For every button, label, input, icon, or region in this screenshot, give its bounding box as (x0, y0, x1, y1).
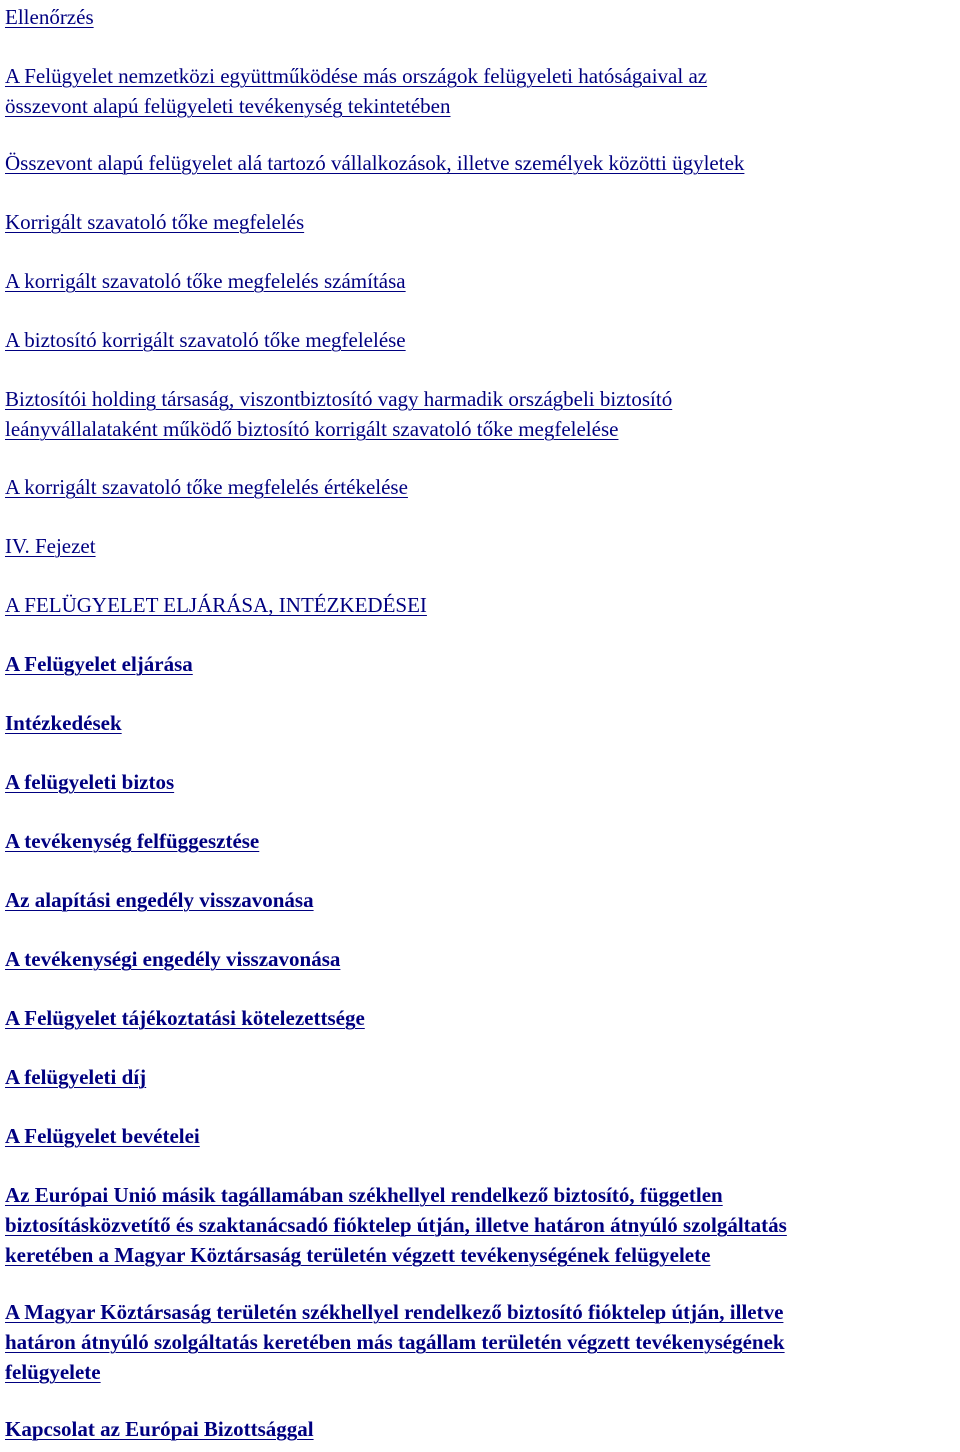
toc-link[interactable] (5, 328, 406, 352)
toc-link-text: A Felügyelet eljárása (5, 652, 193, 676)
toc-link-text: Az Európai Unió másik tagállamában székhellyel rendelkező biztosító, független (5, 1183, 723, 1207)
toc-link[interactable] (5, 1300, 785, 1384)
toc-link[interactable] (5, 5, 94, 29)
toc-link-text: IV. Fejezet (5, 534, 96, 558)
toc-link-text: A Magyar Köztársaság területén székhellyel rendelkező biztosító fióktelep útján, illetve (5, 1300, 784, 1324)
toc-link[interactable] (5, 269, 406, 293)
toc-entry (5, 708, 958, 738)
toc-entry (5, 148, 958, 178)
toc-entry (5, 266, 958, 296)
toc-link[interactable] (5, 64, 707, 118)
toc-link-text: A tevékenységi engedély visszavonása (5, 947, 341, 971)
toc-link[interactable] (5, 947, 340, 971)
toc-entry (5, 767, 958, 797)
toc-link-text: Intézkedések (5, 711, 122, 735)
toc-link-text: A tevékenység felfüggesztése (5, 829, 260, 853)
toc-link-text: A Felügyelet bevételei (5, 1124, 200, 1148)
toc-link-text: A FELÜGYELET ELJÁRÁSA, INTÉZKEDÉSEI (5, 593, 427, 617)
toc-entry (5, 1121, 958, 1151)
toc-link-text: A korrigált szavatoló tőke megfelelés számítása (5, 269, 406, 293)
toc-link[interactable] (5, 1065, 146, 1089)
toc-link-text: Ellenőrzés (5, 5, 94, 29)
toc-entry (5, 649, 958, 679)
toc-link[interactable] (5, 711, 122, 735)
toc-link[interactable] (5, 210, 304, 234)
toc-link-text: határon átnyúló szolgáltatás keretében más tagállam területén végzett tevékenységének (5, 1330, 785, 1354)
toc-link[interactable] (5, 770, 174, 794)
toc-entry (5, 472, 958, 502)
toc-link[interactable] (5, 1183, 787, 1267)
toc-link[interactable] (5, 1006, 365, 1030)
toc-entry (5, 1180, 958, 1270)
toc-link-text: A felügyeleti biztos (5, 770, 175, 794)
toc-link-text: Korrigált szavatoló tőke megfelelés (5, 210, 305, 234)
toc-link-text: A Felügyelet tájékoztatási kötelezettsége (5, 1006, 365, 1030)
toc-entry (5, 826, 958, 856)
toc-link-text: A felügyeleti díj (5, 1065, 147, 1089)
toc-entry (5, 1003, 958, 1033)
toc-entry (5, 1297, 958, 1387)
toc-link[interactable] (5, 475, 408, 499)
toc-entry (5, 531, 958, 561)
toc-entry (5, 2, 958, 32)
toc-entry (5, 207, 958, 237)
toc-link-text: Biztosítói holding társaság, viszontbiztosító vagy harmadik országbeli biztosító (5, 387, 673, 411)
toc-link-text: Kapcsolat az Európai Bizottsággal (5, 1417, 314, 1441)
toc-link[interactable] (5, 888, 314, 912)
toc-link[interactable] (5, 829, 259, 853)
toc-link-text: összevont alapú felügyeleti tevékenység tekintetében (5, 94, 451, 118)
toc-link-text: Az alapítási engedély visszavonása (5, 888, 314, 912)
toc-entry (5, 384, 958, 444)
toc-link[interactable] (5, 1417, 314, 1441)
toc-link-text: biztosításközvetítő és szaktanácsadó fióktelep útján, illetve határon átnyúló szolgáltatás (5, 1213, 787, 1237)
toc-entry (5, 325, 958, 355)
toc-entry (5, 1062, 958, 1092)
toc-link-text: Összevont alapú felügyelet alá tartozó vállalkozások, illetve személyek közötti ügyletek (5, 151, 745, 175)
toc-entry (5, 885, 958, 915)
toc-link[interactable] (5, 593, 427, 617)
toc-link[interactable] (5, 151, 744, 175)
toc-link-text: leányvállalataként működő biztosító korrigált szavatoló tőke megfelelése (5, 417, 619, 441)
toc-link-text: felügyelete (5, 1360, 101, 1384)
toc-link[interactable] (5, 534, 96, 558)
toc-entry (5, 1414, 958, 1444)
toc-link-text: A biztosító korrigált szavatoló tőke megfelelése (5, 328, 406, 352)
toc-link[interactable] (5, 387, 672, 441)
toc-link-text: A korrigált szavatoló tőke megfelelés értékelése (5, 475, 408, 499)
toc-link[interactable] (5, 1124, 200, 1148)
toc-link[interactable] (5, 652, 193, 676)
toc-link-text: keretében a Magyar Köztársaság területén végzett tevékenységének felügyelete (5, 1243, 711, 1267)
toc-entry (5, 61, 958, 121)
toc-entry (5, 590, 958, 620)
toc-link-text: A Felügyelet nemzetközi együttműködése más országok felügyeleti hatóságaival az (5, 64, 708, 88)
toc-entry (5, 944, 958, 974)
